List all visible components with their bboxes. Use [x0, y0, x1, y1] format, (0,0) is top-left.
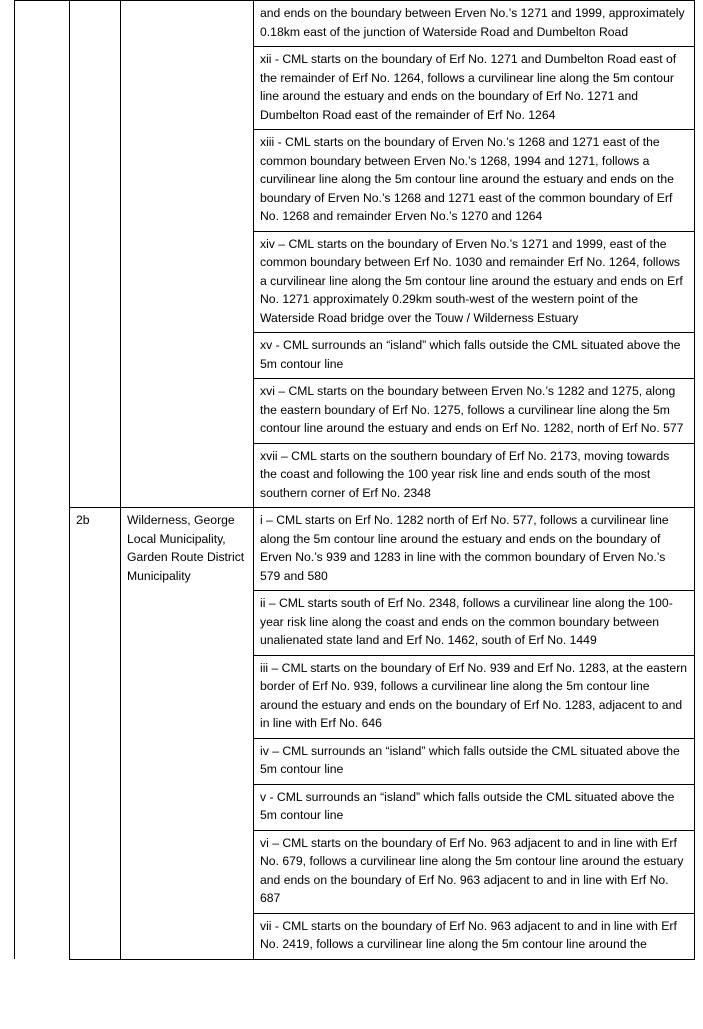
table-cell-description: vi – CML starts on the boundary of Erf No. 963 adjacent to and in line with Erf No. 679, follows a curvilinear line along the 5m contour line around the estuary and ends on the boundary of Erf No. 963 adjacent to and in line with Erf No. 687: [254, 830, 695, 913]
table-cell-description: i – CML starts on Erf No. 1282 north of Erf No. 577, follows a curvilinear line along the 5m contour line around the estuary and ends on the boundary of Erven No.’s 939 and 1283 in line with the common boundary of Erven No.’s 579 and 580: [254, 508, 695, 591]
table-cell-code: [70, 1, 121, 508]
table-cell-description: iv – CML surrounds an “island” which falls outside the CML situated above the 5m contour line: [254, 738, 695, 784]
table-cell-code: 2b: [70, 508, 121, 960]
table-cell-description: iii – CML starts on the boundary of Erf No. 939 and Erf No. 1283, at the eastern border of Erf No. 939, follows a curvilinear line along the 5m contour line around the estuary and ends on the boundary of Erf No. 1283, adjacent to and in line with Erf No. 646: [254, 655, 695, 738]
table-cell-description: xiv – CML starts on the boundary of Erven No.’s 1271 and 1999, east of the common boundary between Erf No. 1030 and remainder Erf No. 1264, follows a curvilinear line along the 5m contour line around the estuary and ends on Erf No. 1271 approximately 0.29km south-west of the western point of the Waterside Road bridge over the Touw / Wilderness Estuary: [254, 231, 695, 333]
table-cell-description: ii – CML starts south of Erf No. 2348, follows a curvilinear line along the 100-year risk line along the coast and ends on the common boundary between unalienated state land and Erf No. 1462, south of Erf No. 1449: [254, 591, 695, 656]
cml-description-table: [14, 0, 695, 960]
table-cell-description: xiii - CML starts on the boundary of Erven No.’s 1268 and 1271 east of the common boundary between Erven No.’s 1268, 1994 and 1271, follows a curvilinear line along the 5m contour line around the estuary and ends on the boundary of Erven No.’s 1268 and 1271 east of the common boundary of Erf No. 1268 and remainder Erven No.’s 1270 and 1264: [254, 130, 695, 232]
table-cell-blank: [15, 1, 70, 960]
table-cell-area: Wilderness, George Local Municipality, Garden Route District Municipality: [121, 508, 254, 960]
table-row: [15, 508, 695, 591]
table-cell-description: xv - CML surrounds an “island” which falls outside the CML situated above the 5m contour line: [254, 333, 695, 379]
table-cell-description: v - CML surrounds an “island” which falls outside the CML situated above the 5m contour line: [254, 784, 695, 830]
table-cell-description: xvii – CML starts on the southern boundary of Erf No. 2173, moving towards the coast and following the 100 year risk line and ends south of the most southern corner of Erf No. 2348: [254, 443, 695, 508]
table-cell-description: xvi – CML starts on the boundary between Erven No.’s 1282 and 1275, along the eastern boundary of Erf No. 1275, follows a curvilinear line along the 5m contour line around the estuary and ends on Erf No. 1282, north of Erf No. 577: [254, 379, 695, 444]
table-cell-description: vii - CML starts on the boundary of Erf No. 963 adjacent to and in line with Erf No. 2419, follows a curvilinear line along the 5m contour line around the: [254, 913, 695, 959]
table-cell-description: xii - CML starts on the boundary of Erf No. 1271 and Dumbelton Road east of the remainder of Erf No. 1264, follows a curvilinear line along the 5m contour line around the estuary and ends on the boundary of Erf No. 1271 and Dumbelton Road east of the remainder of Erf No. 1264: [254, 47, 695, 130]
table-cell-area: [121, 1, 254, 508]
table-cell-description: and ends on the boundary between Erven No.’s 1271 and 1999, approximately 0.18km east of the junction of Waterside Road and Dumbelton Road: [254, 1, 695, 47]
table-row: [15, 1, 695, 47]
table-body: [15, 1, 695, 960]
